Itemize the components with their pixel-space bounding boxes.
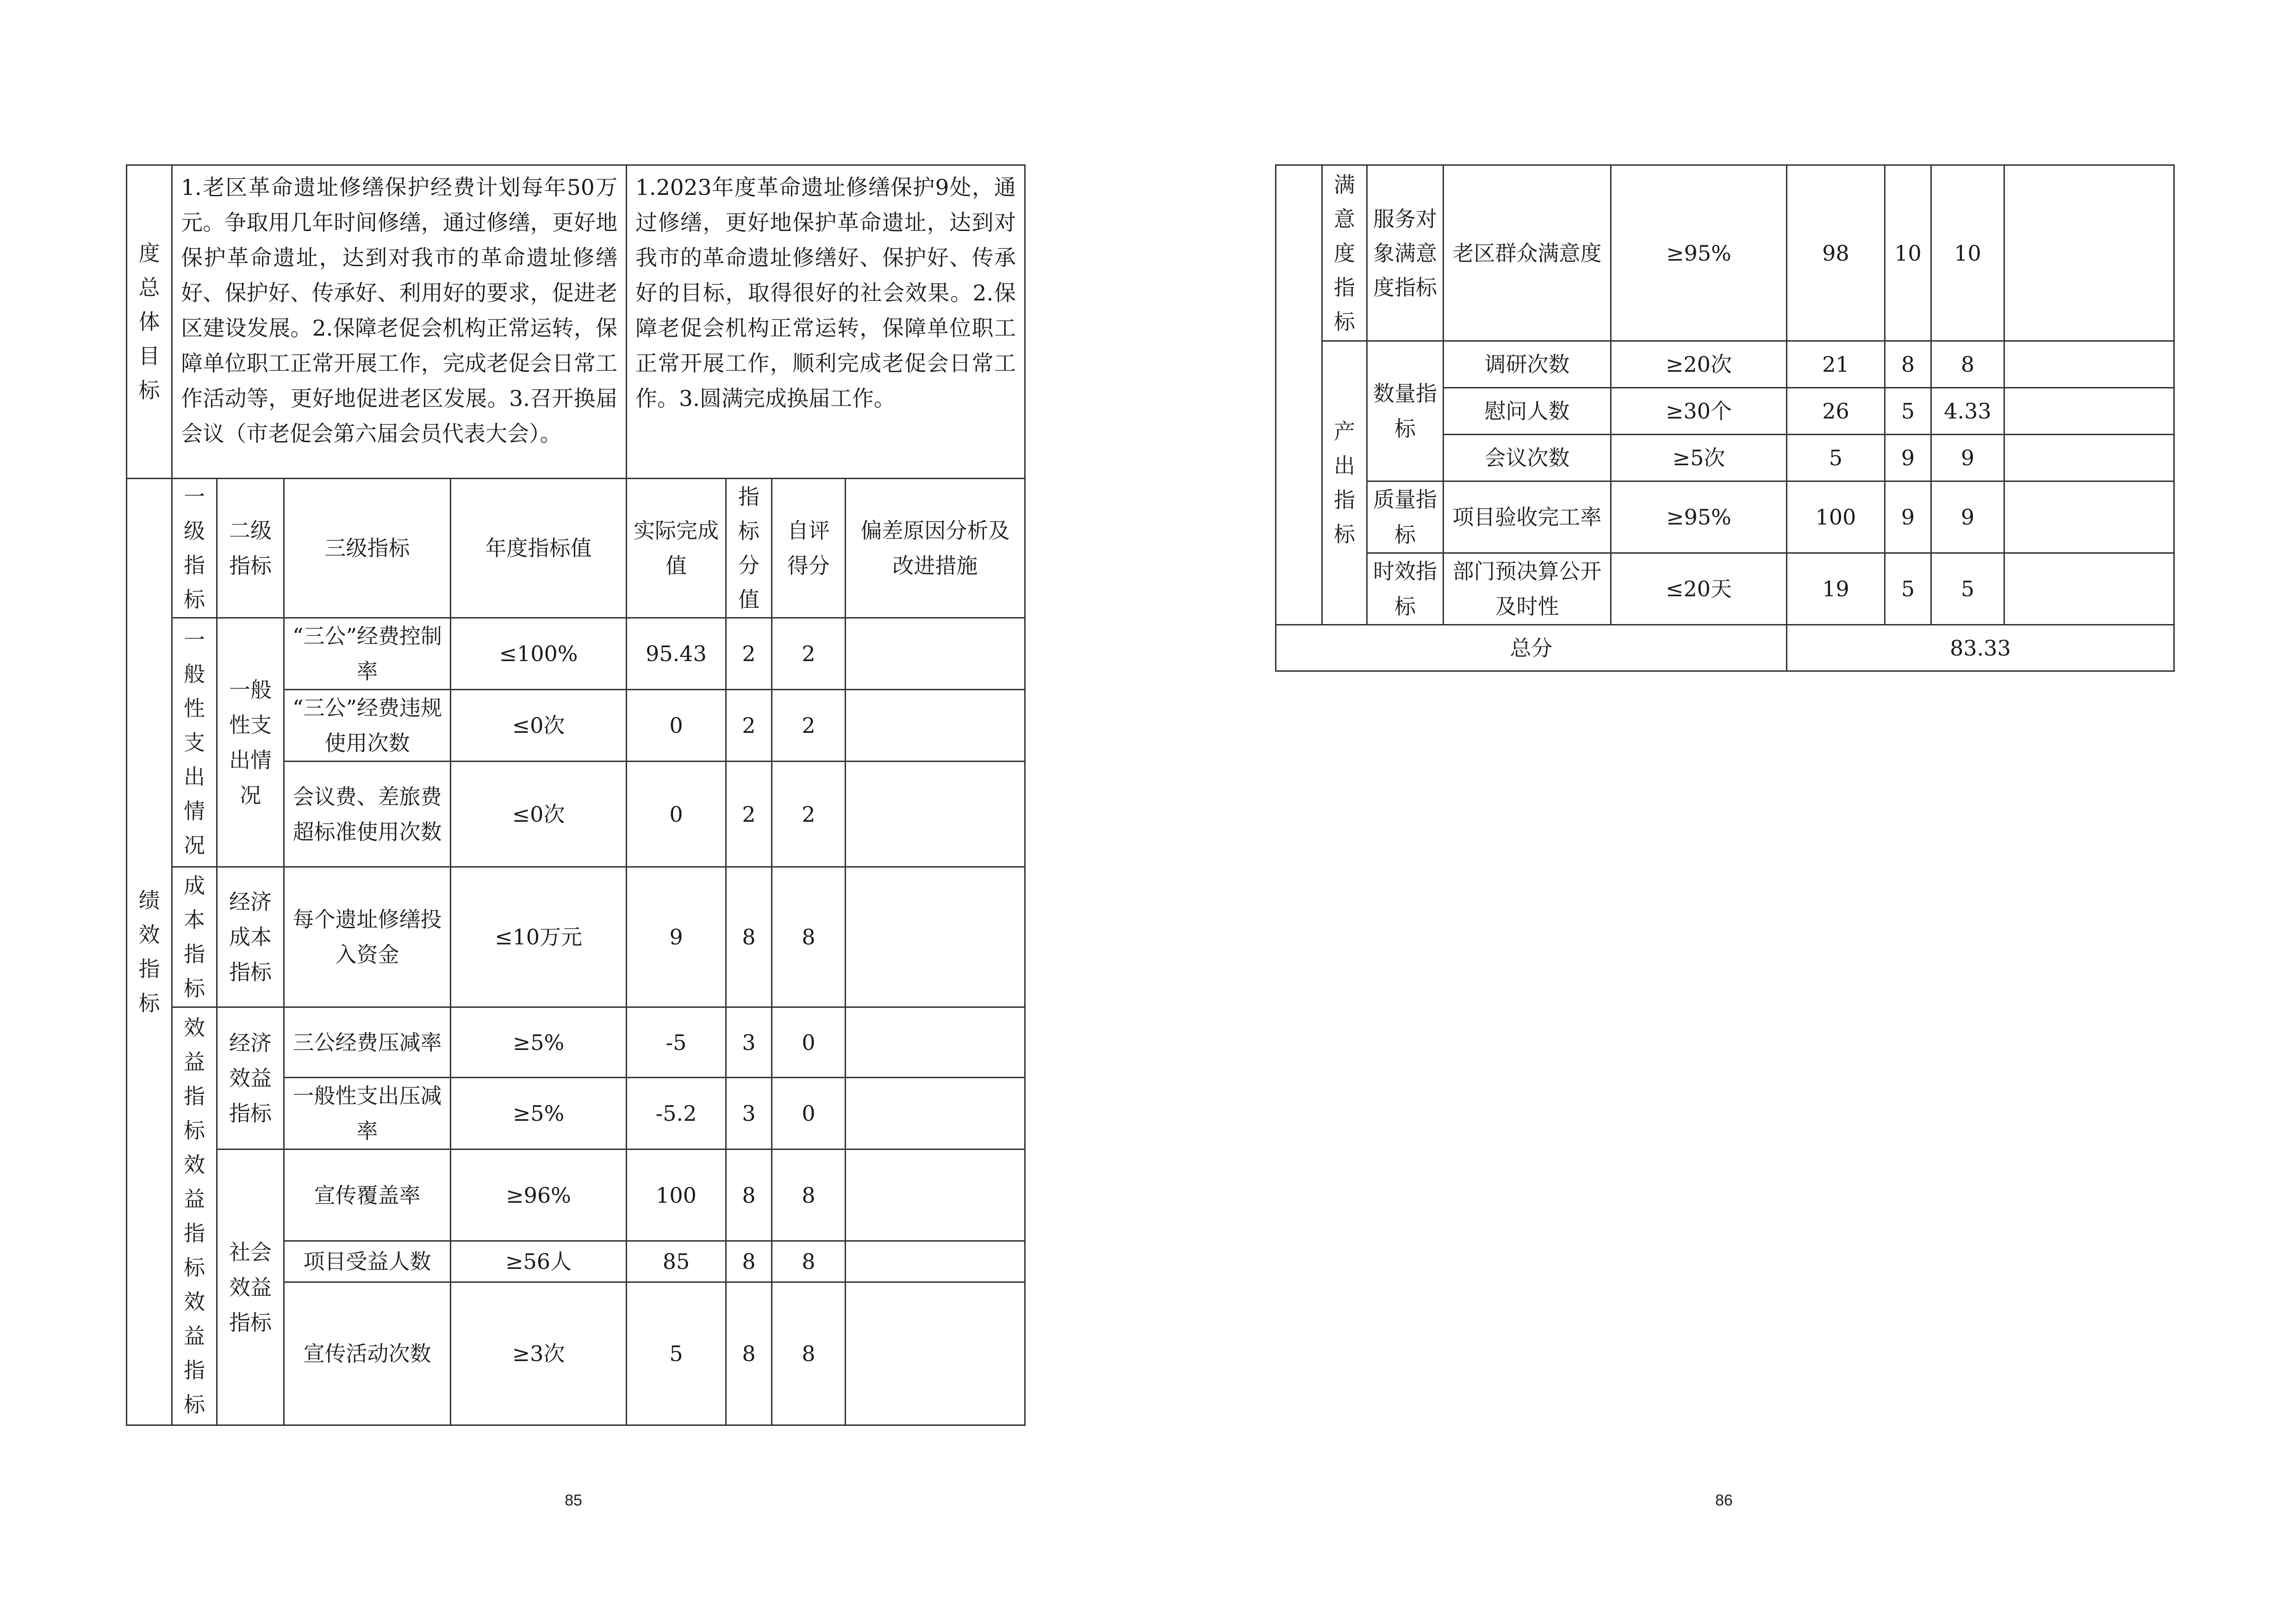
row-actual: 21 [1787, 341, 1885, 388]
row-actual: 0 [627, 762, 726, 867]
row-target: ≥95% [1611, 481, 1787, 553]
performance-table-right [1275, 164, 2175, 672]
row-score: 8 [772, 1282, 846, 1425]
row-actual: 19 [1787, 553, 1885, 625]
row-actual: -5 [627, 1007, 726, 1078]
row-l3: 老区群众满意度 [1444, 165, 1611, 341]
row-actual: 0 [627, 690, 726, 762]
row-score: 2 [772, 690, 846, 762]
row-score: 8 [772, 1241, 846, 1282]
header-actual: 实际完成值 [627, 479, 726, 618]
row-weight: 8 [726, 867, 772, 1007]
row-actual: 95.43 [627, 618, 726, 690]
goal-actual-text: 1.2023年度革命遗址修缮保护9处，通过修缮，更好地保护革命遗址，达到对我市的革命遗址修缮好、保护好、传承好的目标，取得很好的社会效果。2.保障老促会机构正常运转，保障单位职工正常开展工作，顺利完成老促会日常工作。3.圆满完成换届工作。 [627, 165, 1025, 479]
row-note [846, 1241, 1025, 1282]
row-note [846, 762, 1025, 867]
outer-continuation-cell [1276, 165, 1322, 625]
header-target: 年度指标值 [451, 479, 627, 618]
row-target: ≤0次 [451, 690, 627, 762]
row-weight: 8 [726, 1149, 772, 1241]
page-number-right: 86 [1715, 1492, 1733, 1509]
group-quantity-l2: 数量指标 [1367, 341, 1444, 481]
table-row [127, 618, 1025, 690]
row-l3: 调研次数 [1444, 341, 1611, 388]
header-weight: 指标分值 [726, 479, 772, 618]
row-l3: 部门预决算公开及时性 [1444, 553, 1611, 625]
row-weight: 5 [1885, 388, 1931, 435]
row-target: ≤10万元 [451, 867, 627, 1007]
row-score: 9 [1931, 481, 2004, 553]
row-target: ≥96% [451, 1149, 627, 1241]
row-note [2004, 553, 2174, 625]
row-note [2004, 388, 2174, 435]
page-number-left: 85 [565, 1492, 582, 1509]
row-score: 2 [772, 618, 846, 690]
row-target: ≤100% [451, 618, 627, 690]
row-actual: 100 [1787, 481, 1885, 553]
row-l3: 三公经费压减率 [284, 1007, 451, 1078]
row-weight: 2 [726, 690, 772, 762]
row-score: 5 [1931, 553, 2004, 625]
group-quality-l2: 质量指标 [1367, 481, 1444, 553]
table-header-row [127, 479, 1025, 618]
group-general-l1: 一般性支出情况 [172, 618, 217, 867]
row-note [846, 618, 1025, 690]
table-row [1276, 341, 2174, 388]
row-l3: “三公”经费违规使用次数 [284, 690, 451, 762]
row-actual: 98 [1787, 165, 1885, 341]
row-l3: 会议费、差旅费超标准使用次数 [284, 762, 451, 867]
row-target: ≥5% [451, 1078, 627, 1149]
row-l3: 慰问人数 [1444, 388, 1611, 435]
row-note [846, 1282, 1025, 1425]
row-target: ≥56人 [451, 1241, 627, 1282]
row-note [2004, 165, 2174, 341]
row-l3: 会议次数 [1444, 435, 1611, 481]
row-target: ≤20天 [1611, 553, 1787, 625]
row-weight: 8 [726, 1241, 772, 1282]
row-actual: -5.2 [627, 1078, 726, 1149]
row-note [846, 1007, 1025, 1078]
row-l3: 项目验收完工率 [1444, 481, 1611, 553]
row-l3: 宣传活动次数 [284, 1282, 451, 1425]
group-cost-l1: 成本指标 [172, 867, 217, 1007]
row-weight: 2 [726, 762, 772, 867]
row-target: ≥30个 [1611, 388, 1787, 435]
total-label: 总分 [1276, 625, 1787, 671]
table-row [1276, 165, 2174, 341]
group-social-l2: 社会效益指标 [217, 1149, 284, 1425]
row-l3: 宣传覆盖率 [284, 1149, 451, 1241]
header-analysis: 偏差原因分析及改进措施 [846, 479, 1025, 618]
row-weight: 9 [1885, 435, 1931, 481]
total-value: 83.33 [1787, 625, 2174, 671]
row-actual: 9 [627, 867, 726, 1007]
row-note [846, 690, 1025, 762]
group-timeliness-l2: 时效指标 [1367, 553, 1444, 625]
right-page [1148, 0, 2296, 1624]
row-score: 0 [772, 1007, 846, 1078]
header-score: 自评得分 [772, 479, 846, 618]
table-row [127, 867, 1025, 1007]
row-actual: 100 [627, 1149, 726, 1241]
table-row [127, 1149, 1025, 1241]
row-score: 4.33 [1931, 388, 2004, 435]
row-note [846, 1078, 1025, 1149]
row-actual: 26 [1787, 388, 1885, 435]
row-score: 2 [772, 762, 846, 867]
row-l3: “三公”经费控制率 [284, 618, 451, 690]
row-target: ≥5次 [1611, 435, 1787, 481]
group-general-l2: 一般性支出情况 [217, 618, 284, 867]
row-note [846, 1149, 1025, 1241]
goal-label: 度总体目标 [127, 165, 172, 479]
row-score: 9 [1931, 435, 2004, 481]
row-score: 8 [772, 867, 846, 1007]
row-weight: 9 [1885, 481, 1931, 553]
row-weight: 10 [1885, 165, 1931, 341]
row-l3: 每个遗址修缮投入资金 [284, 867, 451, 1007]
header-level1: 一级指标 [172, 479, 217, 618]
group-output-l1: 产出指标 [1322, 341, 1367, 625]
group-satisfaction-l1: 满意度指标 [1322, 165, 1367, 341]
row-note [2004, 481, 2174, 553]
row-target: ≥95% [1611, 165, 1787, 341]
table-row [1276, 481, 2174, 553]
row-actual: 85 [627, 1241, 726, 1282]
row-score: 8 [1931, 341, 2004, 388]
table-row [1276, 553, 2174, 625]
row-weight: 2 [726, 618, 772, 690]
row-actual: 5 [627, 1282, 726, 1425]
row-score: 10 [1931, 165, 2004, 341]
group-cost-l2: 经济成本指标 [217, 867, 284, 1007]
goal-row [127, 165, 1025, 479]
header-level2: 二级指标 [217, 479, 284, 618]
row-score: 8 [772, 1149, 846, 1241]
group-satisfaction-l2: 服务对象满意度指标 [1367, 165, 1444, 341]
row-target: ≥5% [451, 1007, 627, 1078]
row-l3: 项目受益人数 [284, 1241, 451, 1282]
row-target: ≤0次 [451, 762, 627, 867]
total-row [1276, 625, 2174, 671]
row-note [846, 867, 1025, 1007]
row-l3: 一般性支出压减率 [284, 1078, 451, 1149]
row-actual: 5 [1787, 435, 1885, 481]
perf-indicator-label: 绩效指标 [127, 479, 172, 1425]
header-level3: 三级指标 [284, 479, 451, 618]
row-note [2004, 341, 2174, 388]
row-weight: 3 [726, 1007, 772, 1078]
row-note [2004, 435, 2174, 481]
row-score: 0 [772, 1078, 846, 1149]
performance-table-left [126, 164, 1026, 1426]
group-benefit-l1: 效益指标效益指标效益指标 [172, 1007, 217, 1425]
group-econ-l2: 经济效益指标 [217, 1007, 284, 1149]
row-target: ≥20次 [1611, 341, 1787, 388]
goal-plan-text: 1.老区革命遗址修缮保护经费计划每年50万元。争取用几年时间修缮，通过修缮，更好地保护革命遗址，达到对我市的革命遗址修缮好、保护好、传承好、利用好的要求，促进老区建设发展。2.保障老促会机构正常运转，保障单位职工正常开展工作，完成老促会日常工作活动等，更好地促进老区发展。3.召开换届会议（市老促会第六届会员代表大会）。 [172, 165, 627, 479]
row-target: ≥3次 [451, 1282, 627, 1425]
row-weight: 8 [1885, 341, 1931, 388]
row-weight: 8 [726, 1282, 772, 1425]
row-weight: 5 [1885, 553, 1931, 625]
row-weight: 3 [726, 1078, 772, 1149]
table-row [127, 1007, 1025, 1078]
